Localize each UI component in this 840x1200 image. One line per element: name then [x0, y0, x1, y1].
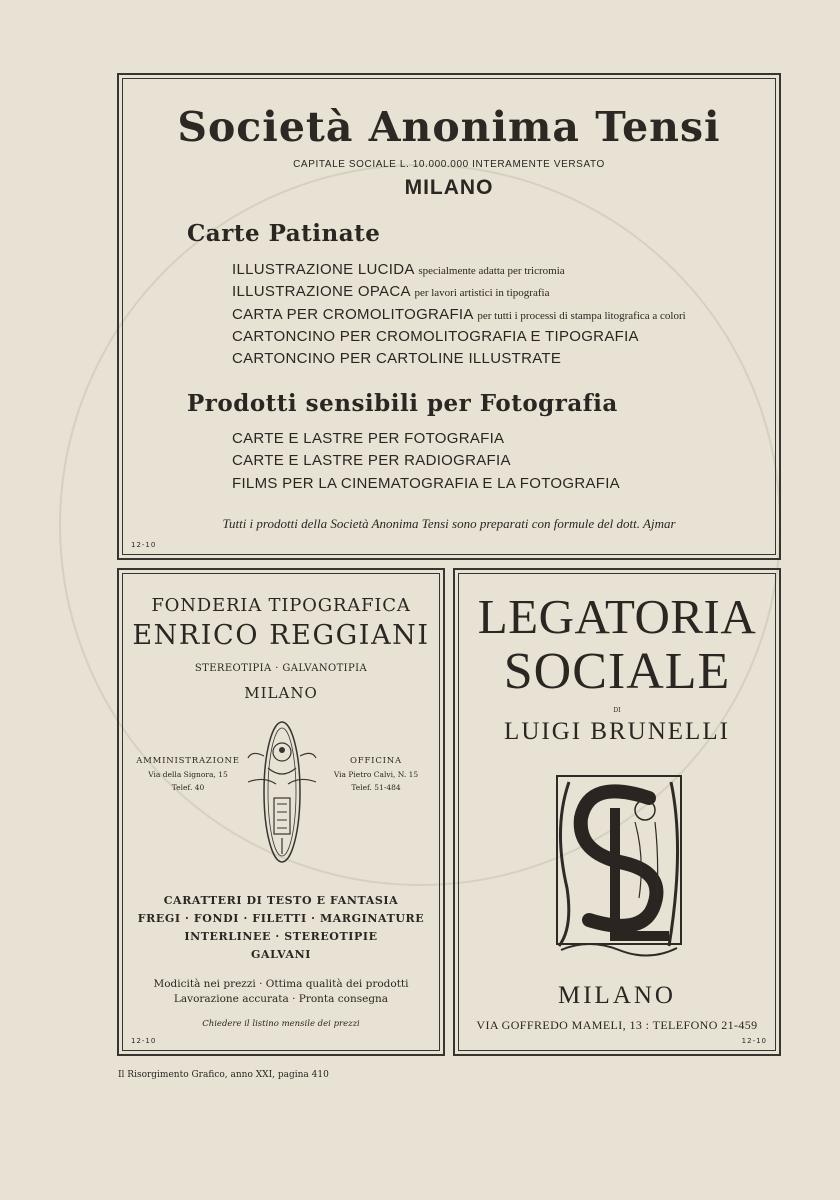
list-item: CARTE E LASTRE PER RADIOGRAFIA	[232, 452, 511, 470]
product-line: CARATTERI DI TESTO E FANTASIA	[163, 894, 399, 907]
reggiani-services: STEREOTIPIA · GALVANOTIPIA	[194, 663, 368, 674]
carte-patinate-list	[232, 261, 686, 372]
reggiani-quality	[119, 977, 443, 1007]
office-title: OFFICINA	[350, 756, 402, 766]
legatoria-address: VIA GOFFREDO MAMELI, 13 : TELEFONO 21-459	[476, 1018, 758, 1032]
product-line: GALVANI	[251, 948, 311, 961]
monogram-ls-icon	[549, 768, 689, 958]
ad-code: 12-10	[131, 541, 157, 549]
list-item: ILLUSTRAZIONE LUCIDA specialmente adatta per tricromia	[232, 261, 565, 278]
admin-phone: Telef. 40	[171, 783, 205, 792]
reggiani-line1: FONDERIA TIPOGRAFICA	[151, 595, 411, 616]
legatoria-line1: LEGATORIA	[477, 589, 757, 644]
reggiani-advertisement	[117, 568, 445, 1056]
admin-address: Via della Signora, 15	[148, 770, 228, 779]
product-line: INTERLINEE · STEREOTIPIE	[184, 930, 378, 943]
legatoria-advertisement	[453, 568, 781, 1056]
tensi-title: Società Anonima Tensi	[177, 103, 721, 151]
ad-code: 12-10	[741, 1037, 767, 1045]
section-title-prodotti-sensibili: Prodotti sensibili per Fotografia	[187, 390, 618, 417]
reggiani-name: ENRICO REGGIANI	[132, 620, 430, 651]
list-item: CARTONCINO PER CARTOLINE ILLUSTRATE	[232, 350, 562, 368]
quality-line: Lavorazione accurata · Pronta consegna	[173, 993, 389, 1005]
tensi-city: MILANO	[404, 176, 494, 199]
office-address: Via Pietro Calvi, N. 15	[333, 770, 419, 779]
product-line: FREGI · FONDI · FILETTI · MARGINATURE	[137, 912, 425, 925]
reggiani-products	[119, 892, 443, 964]
tensi-advertisement	[117, 73, 781, 560]
admin-title: AMMINISTRAZIONE	[136, 756, 240, 766]
legatoria-line2: SOCIALE	[503, 643, 731, 700]
reggiani-emblem-icon	[244, 720, 320, 865]
section-title-carte-patinate: Carte Patinate	[187, 220, 381, 247]
reggiani-price-list-note: Chiedere il listino mensile dei prezzi	[202, 1019, 360, 1029]
list-item: ILLUSTRAZIONE OPACA per lavori artistici in tipografia	[232, 283, 550, 301]
ad-code: 12-10	[131, 1037, 157, 1045]
prodotti-sensibili-list	[232, 430, 620, 497]
legatoria-di: DI	[613, 707, 621, 714]
page-footer: Il Risorgimento Grafico, anno XXI, pagina 410	[118, 1070, 329, 1080]
list-item: FILMS PER LA CINEMATOGRAFIA E LA FOTOGRAFIA	[232, 474, 620, 492]
tensi-capital: CAPITALE SOCIALE L. 10.000.000 INTERAMENTE VERSATO	[293, 159, 605, 170]
list-item: CARTONCINO PER CROMOLITOGRAFIA E TIPOGRAFIA	[232, 327, 639, 345]
quality-line: Modicità nei prezzi · Ottima qualità dei prodotti	[153, 978, 409, 990]
list-item: CARTE E LASTRE PER FOTOGRAFIA	[232, 430, 505, 447]
office-phone: Telef. 51-484	[351, 783, 401, 792]
legatoria-city: MILANO	[558, 982, 676, 1009]
reggiani-city: MILANO	[244, 684, 318, 702]
office-block	[321, 755, 431, 794]
list-item: CARTA PER CROMOLITOGRAFIA per tutti i processi di stampa litografica a colori	[232, 305, 686, 323]
legatoria-owner: LUIGI BRUNELLI	[504, 718, 730, 745]
tensi-note: Tutti i prodotti della Società Anonima Tensi sono preparati con formule del dott. Ajmar	[222, 516, 676, 531]
admin-block	[133, 755, 243, 794]
